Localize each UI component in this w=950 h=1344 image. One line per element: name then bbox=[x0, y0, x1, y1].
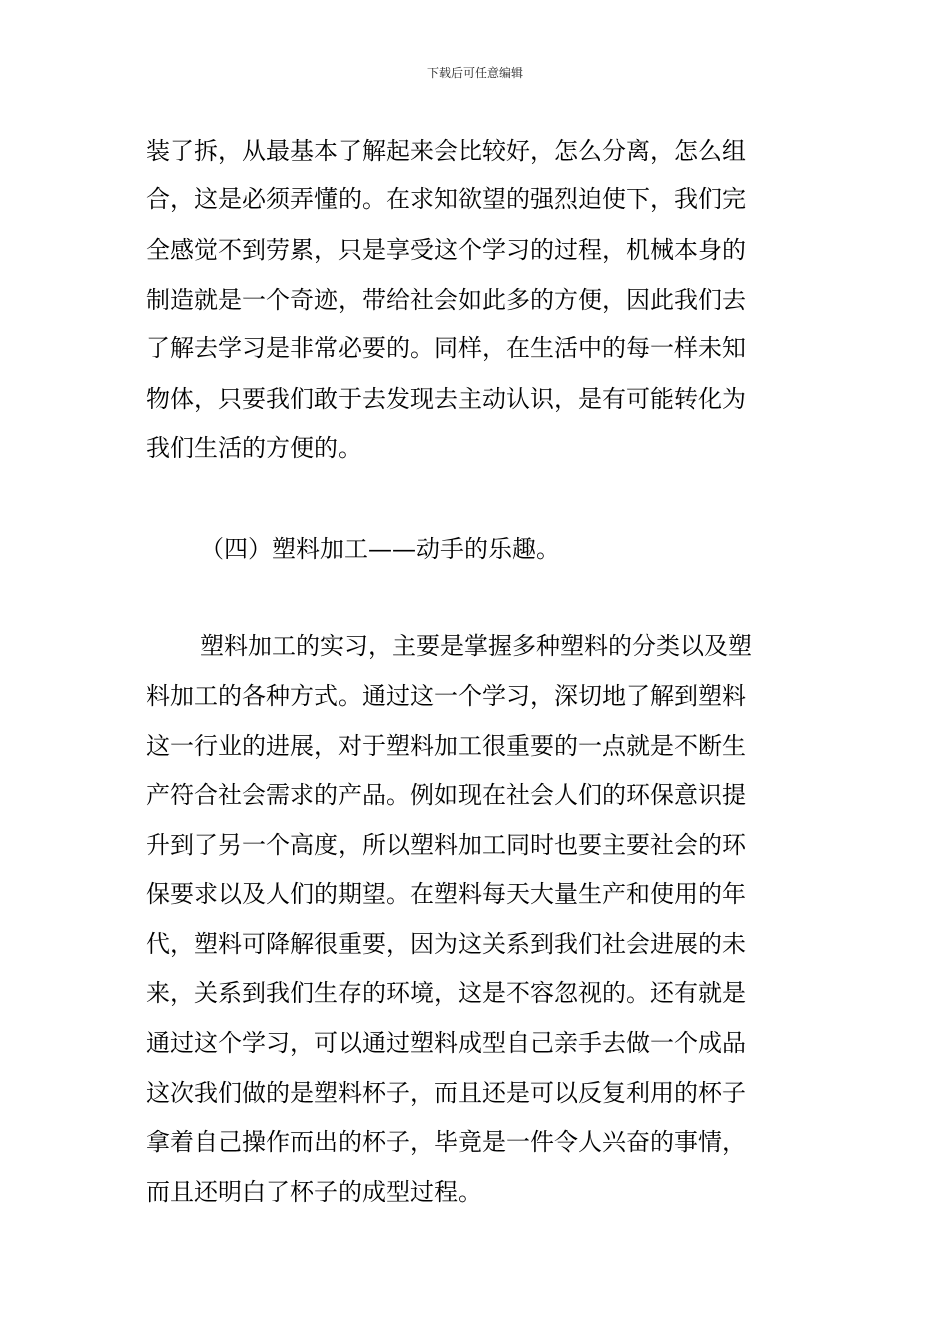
paragraph-line: 代，塑料可降解很重要，因为这关系到我们社会进展的未 bbox=[146, 930, 746, 958]
paragraph-line: 我们生活的方便的。 bbox=[146, 434, 362, 462]
paragraph-line: 塑料加工的实习，主要是掌握多种塑料的分类以及塑 bbox=[200, 632, 752, 660]
paragraph-line: 来，关系到我们生存的环境，这是不容忽视的。还有就是 bbox=[146, 979, 746, 1007]
page-header-note: 下载后可任意编辑 bbox=[426, 66, 523, 80]
paragraph-line: 物体，只要我们敢于去发现去主动认识，是有可能转化为 bbox=[146, 385, 746, 413]
paragraph-line: 这次我们做的是塑料杯子，而且还是可以反复利用的杯子 bbox=[146, 1079, 746, 1107]
paragraph-line: 料加工的各种方式。通过这一个学习，深切地了解到塑料 bbox=[146, 682, 746, 710]
paragraph-line: 升到了另一个高度，所以塑料加工同时也要主要社会的环 bbox=[146, 831, 746, 859]
paragraph-line: 而且还明白了杯子的成型过程。 bbox=[146, 1178, 482, 1206]
paragraph-line: 这一行业的进展，对于塑料加工很重要的一点就是不断生 bbox=[146, 732, 746, 760]
paragraph-line: 产符合社会需求的产品。例如现在社会人们的环保意识提 bbox=[146, 781, 746, 809]
paragraph-line: 装了拆，从最基本了解起来会比较好，怎么分离，怎么组 bbox=[146, 137, 746, 165]
paragraph-line: 保要求以及人们的期望。在塑料每天大量生产和使用的年 bbox=[146, 880, 746, 908]
paragraph-line: 了解去学习是非常必要的。同样，在生活中的每一样未知 bbox=[146, 334, 746, 362]
paragraph-line: 拿着自己操作而出的杯子，毕竟是一件令人兴奋的事情， bbox=[146, 1128, 746, 1156]
paragraph-line: 合，这是必须弄懂的。在求知欲望的强烈迫使下，我们完 bbox=[146, 185, 746, 213]
paragraph-line: 全感觉不到劳累，只是享受这个学习的过程，机械本身的 bbox=[146, 236, 746, 264]
paragraph-line: 制造就是一个奇迹，带给社会如此多的方便，因此我们去 bbox=[146, 286, 746, 314]
paragraph-line: 通过这个学习，可以通过塑料成型自己亲手去做一个成品 bbox=[146, 1029, 746, 1057]
section-heading: （四）塑料加工——动手的乐趣。 bbox=[200, 535, 560, 563]
